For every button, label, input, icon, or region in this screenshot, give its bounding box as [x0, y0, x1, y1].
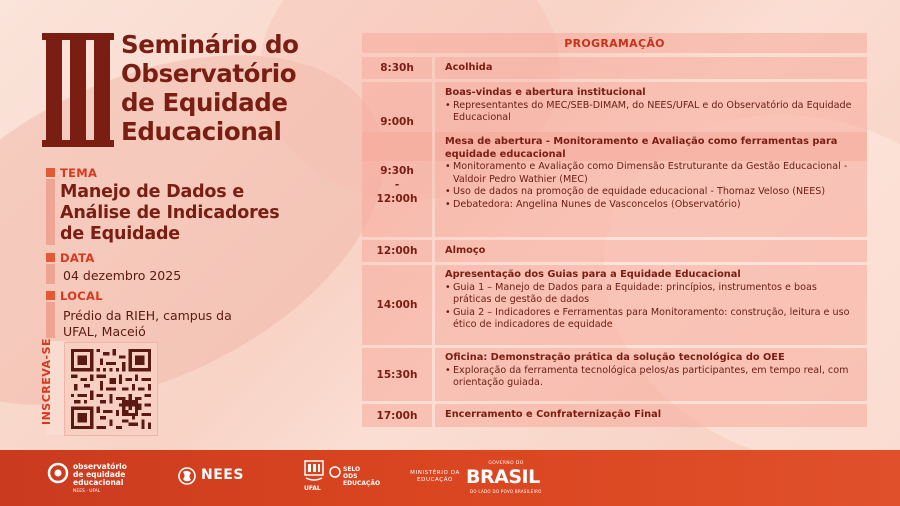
event-cell	[435, 404, 867, 427]
event-title: Oficina: Demonstração prática da solução tecnológica do OEE	[445, 352, 785, 363]
event-bullet: • Exploração da ferramenta tecnológica pelos/as participantes, em tempo real, com orientação guiada.	[445, 365, 857, 390]
observatorio-logo-line: educacional	[73, 478, 124, 487]
event-cell	[435, 240, 867, 262]
time-cell	[362, 265, 432, 345]
qr-code[interactable]	[71, 349, 151, 429]
event-cell	[435, 132, 867, 237]
nees-logo-text: NEES	[201, 467, 244, 483]
local-marker	[46, 291, 55, 300]
observatorio-logo-text	[73, 463, 127, 487]
programme-heading: PROGRAMAÇÃO	[362, 33, 867, 53]
time-label: 17:00h	[376, 409, 418, 422]
data-value: 04 dezembro 2025	[63, 268, 182, 283]
data-marker	[46, 253, 55, 262]
tema-value-line: Manejo de Dados e	[60, 182, 245, 202]
event-title: Almoço	[445, 245, 486, 256]
observatorio-logo-line: observatório	[73, 462, 127, 471]
time-label: 9:30h	[380, 164, 414, 177]
observatorio-logo-icon	[47, 462, 69, 484]
event-bullet: • Representantes do MEC/SEB-DIMAM, do NEES/UFAL e do Observatório da Equidade Educacional	[445, 100, 857, 125]
selo-ods-text	[343, 466, 380, 487]
local-label: LOCAL	[60, 289, 103, 303]
event-cell	[435, 265, 867, 345]
tema-marker	[46, 168, 55, 177]
governo-label: GOVERNO DO	[488, 461, 524, 466]
data-label: DATA	[60, 251, 95, 265]
selo-ods-line: SELO	[343, 466, 361, 473]
event-title-line: Educacional	[121, 117, 282, 146]
selo-ods-line: ODS	[343, 473, 358, 480]
data-line	[46, 264, 55, 284]
event-title: Boas-vindas e abertura institucional	[445, 87, 646, 98]
event-title: Acolhida	[445, 62, 493, 73]
event-bullet: • Guia 1 – Manejo de Dados para a Equidade: princípios, instrumentos e boas práticas de gestão de dados	[445, 282, 857, 307]
observatorio-logo-line: de equidade	[73, 470, 126, 479]
roman-numeral-logo	[46, 33, 110, 147]
time-cell	[362, 57, 432, 79]
nees-logo-icon	[177, 465, 197, 487]
event-bullet: • Guia 2 – Indicadores e Ferramentas para Monitoramento: construção, leitura e uso ético de indicadores de equidade	[445, 307, 857, 332]
ministerio-line: MINISTÉRIO DA	[410, 470, 460, 476]
event-bullet: • Monitoramento e Avaliação como Dimensão Estruturante da Gestão Educacional - Valdoir Pedro Wathier (MEC)	[445, 161, 857, 186]
event-title-line: Seminário do	[121, 30, 299, 59]
ministerio-logo	[410, 470, 460, 484]
inscreva-label: INSCREVA-SE	[40, 337, 53, 425]
time-label: 15:30h	[376, 368, 418, 381]
brasil-logo: BRASIL	[466, 466, 540, 488]
time-cell	[362, 132, 432, 237]
local-line	[46, 302, 55, 338]
time-label: 12:00h	[376, 245, 418, 257]
tema-value-line: Análise de Indicadores	[60, 203, 280, 223]
event-bullet: • Debatedora: Angelina Nunes de Vasconcelos (Observatório)	[445, 199, 857, 212]
event-cell	[435, 57, 867, 79]
event-title: Mesa de abertura - Monitoramento e Avaliação como ferramentas para equidade educacional	[445, 136, 838, 160]
event-title: Apresentação dos Guias para a Equidade Educacional	[445, 269, 741, 280]
governo-slogan: DO LADO DO POVO BRASILEIRO	[470, 489, 542, 494]
event-title	[121, 30, 351, 146]
time-label: 14:00h	[376, 299, 418, 311]
tema-label: TEMA	[60, 166, 98, 180]
local-value	[63, 308, 263, 340]
time-label: 9:00h	[380, 115, 414, 128]
time-cell	[362, 240, 432, 262]
tema-value	[60, 182, 330, 245]
time-label: 12:00h	[376, 192, 418, 205]
time-label: 8:30h	[380, 62, 414, 74]
ufal-logo-icon	[303, 459, 325, 483]
tema-value-line: de Equidade	[60, 224, 180, 244]
ministerio-line: EDUCAÇÃO	[417, 477, 453, 483]
event-title-line: de Equidade	[121, 88, 288, 117]
event-title: Encerramento e Confraternização Final	[445, 409, 662, 420]
time-cell	[362, 404, 432, 427]
local-value-line: UFAL, Maceió	[63, 324, 146, 339]
event-title-line: Observatório	[121, 59, 297, 88]
selo-ods-line: EDUCAÇÃO	[343, 480, 381, 487]
event-bullet: • Uso de dados na promoção de equidade educacional - Thomaz Veloso (NEES)	[445, 186, 857, 199]
ufal-logo-text: UFAL	[304, 485, 321, 492]
time-separator: -	[394, 178, 400, 191]
event-cell	[435, 348, 867, 401]
local-value-line: Prédio da RIEH, campus da	[63, 308, 232, 323]
tema-line	[46, 179, 55, 245]
selo-ods-icon	[329, 466, 341, 478]
time-cell	[362, 348, 432, 401]
observatorio-logo-sub: NEES · UFAL	[73, 489, 101, 494]
